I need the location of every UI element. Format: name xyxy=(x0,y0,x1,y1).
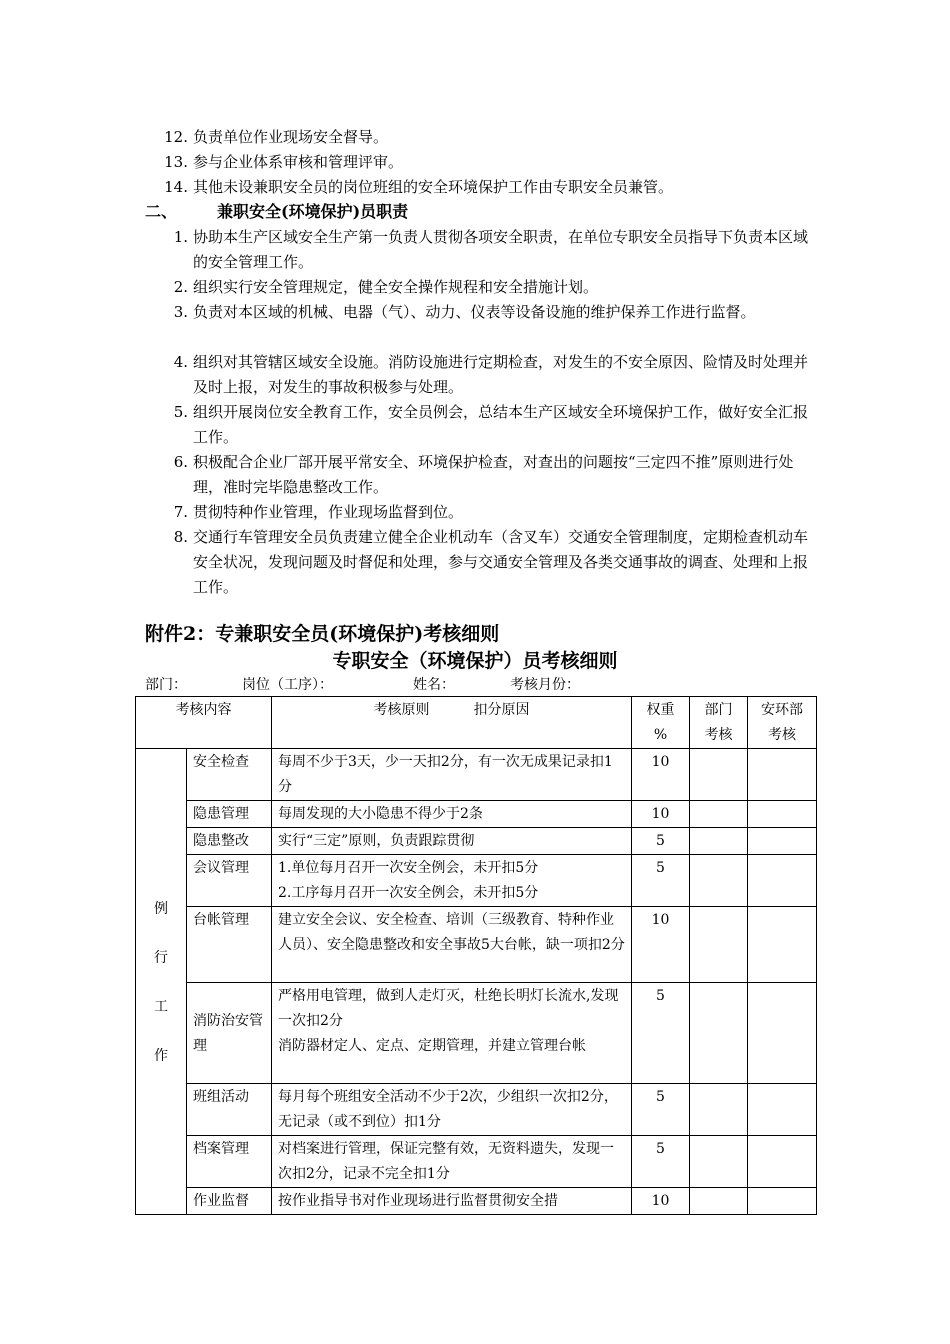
item-rule: 每月每个班组安全活动不少于2次，少组织一次扣2分，无记录（或不到位）扣1分 xyxy=(272,1084,632,1136)
item-rule: 1.单位每月召开一次安全例会，未开扣5分 2.工序每月召开一次安全例会，未开扣5分 xyxy=(272,855,632,907)
section-number: 二、 xyxy=(145,202,178,221)
item-rule: 每周发现的大小隐患不得少于2条 xyxy=(272,801,632,828)
item-rule: 每周不少于3天，少一天扣2分，有一次无成果记录扣1分 xyxy=(272,749,632,801)
header-dept-assess: 部门 考核 xyxy=(690,697,748,749)
dept-score-cell xyxy=(690,749,748,801)
item-name: 消防治安管理 xyxy=(187,983,272,1084)
item-name: 隐患管理 xyxy=(187,801,272,828)
item-weight: 5 xyxy=(632,828,690,855)
table-title: 专职安全（环境保护）员考核细则 xyxy=(332,650,618,672)
dept-score-cell xyxy=(690,983,748,1084)
table-row xyxy=(136,749,817,801)
item-name: 班组活动 xyxy=(187,1084,272,1136)
dept-score-cell xyxy=(690,801,748,828)
header-content: 考核内容 xyxy=(136,697,272,749)
item-weight: 10 xyxy=(632,801,690,828)
routine-work-group: 例 行 工 作 xyxy=(136,749,187,1215)
list-item: 2. 组织实行安全管理规定，健全安全操作规程和安全措施计划。 xyxy=(173,278,599,296)
list-item: 14. 其他未设兼职安全员的岗位班组的安全环境保护工作由专职安全员兼管。 xyxy=(164,178,674,196)
list-item: 3. 负责对本区域的机械、电器（气）、动力、仪表等设备设施的维护保养工作进行监督。 xyxy=(173,303,756,321)
item-rule: 实行“三定”原则，负责跟踪贯彻 xyxy=(272,828,632,855)
list-item: 6. 积极配合企业厂部开展平常安全、环境保护检查，对查出的问题按“三定四不推”原则进行处理，准时完毕隐患整改工作。 xyxy=(173,453,794,496)
list-item: 5. 组织开展岗位安全教育工作，安全员例会，总结本生产区域安全环境保护工作，做好安全汇报工作。 xyxy=(173,403,809,446)
env-score-cell xyxy=(748,1188,817,1215)
item-rule: 按作业指导书对作业现场进行监督贯彻安全措 xyxy=(272,1188,632,1215)
item-weight: 10 xyxy=(632,749,690,801)
list-item: 4. 组织对其管辖区域安全设施。消防设施进行定期检查，对发生的不安全原因、险情及时处理并及时上报，对发生的事故积极参与处理。 xyxy=(173,353,809,396)
item-name: 作业监督 xyxy=(187,1188,272,1215)
section-title: 兼职安全(环境保护)员职责 xyxy=(217,202,409,221)
env-score-cell xyxy=(748,749,817,801)
header-principle: 考核原则 扣分原因 xyxy=(272,697,632,749)
dept-score-cell xyxy=(690,907,748,983)
item-weight: 5 xyxy=(632,983,690,1084)
item-weight: 10 xyxy=(632,907,690,983)
env-score-cell xyxy=(748,855,817,907)
list-item: 13. 参与企业体系审核和管理评审。 xyxy=(164,153,404,171)
meta-month: 考核月份： xyxy=(510,677,580,693)
dept-score-cell xyxy=(690,828,748,855)
item-name: 台帐管理 xyxy=(187,907,272,983)
assessment-table xyxy=(135,696,817,1215)
item-rule: 严格用电管理，做到人走灯灭，杜绝长明灯长流水,发现一次扣2分 消防器材定人、定点、定期管理，并建立管理台帐 xyxy=(272,983,632,1084)
dept-score-cell xyxy=(690,1136,748,1188)
item-weight: 5 xyxy=(632,1136,690,1188)
env-score-cell xyxy=(748,828,817,855)
table-row xyxy=(136,801,817,828)
dept-score-cell xyxy=(690,1084,748,1136)
meta-dept: 部门： xyxy=(145,677,187,693)
table-row xyxy=(136,855,817,907)
item-name: 隐患整改 xyxy=(187,828,272,855)
list-item: 1. 协助本生产区域安全生产第一负责人贯彻各项安全职责，在单位专职安全员指导下负责本区域的安全管理工作。 xyxy=(173,228,809,271)
section-heading xyxy=(145,199,408,225)
item-name: 档案管理 xyxy=(187,1136,272,1188)
list-item: 12. 负责单位作业现场安全督导。 xyxy=(164,128,389,146)
dept-score-cell xyxy=(690,855,748,907)
list-item: 8. 交通行车管理安全员负责建立健全企业机动车（含叉车）交通安全管理制度，定期检查机动车安全状况，发现问题及时督促和处理，参与交通安全管理及各类交通事故的调查、处理和上报工作。 xyxy=(173,528,809,596)
list-item: 7. 贯彻特种作业管理，作业现场监督到位。 xyxy=(173,503,464,521)
table-row xyxy=(136,983,817,1084)
attachment-heading: 附件2：专兼职安全员(环境保护)考核细则 xyxy=(145,623,500,645)
item-weight: 10 xyxy=(632,1188,690,1215)
table-row xyxy=(136,1188,817,1215)
env-score-cell xyxy=(748,1084,817,1136)
item-rule: 建立安全会议、安全检查、培训（三级教育、特种作业人员）、安全隐患整改和安全事故5大台帐，缺一项扣2分 xyxy=(272,907,632,983)
dept-score-cell xyxy=(690,1188,748,1215)
item-name: 安全检查 xyxy=(187,749,272,801)
header-weight: 权重 % xyxy=(632,697,690,749)
table-row xyxy=(136,1084,817,1136)
table-row xyxy=(136,1136,817,1188)
item-rule: 对档案进行管理，保证完整有效，无资料遗失，发现一次扣2分，记录不完全扣1分 xyxy=(272,1136,632,1188)
item-weight: 5 xyxy=(632,1084,690,1136)
item-weight: 5 xyxy=(632,855,690,907)
meta-post: 岗位（工序）： xyxy=(242,677,333,693)
env-score-cell xyxy=(748,983,817,1084)
table-row xyxy=(136,828,817,855)
env-score-cell xyxy=(748,907,817,983)
table-row xyxy=(136,907,817,983)
table-header-row xyxy=(136,697,817,749)
item-name: 会议管理 xyxy=(187,855,272,907)
header-env-assess: 安环部 考核 xyxy=(748,697,817,749)
env-score-cell xyxy=(748,1136,817,1188)
env-score-cell xyxy=(748,801,817,828)
meta-name: 姓名： xyxy=(413,677,455,693)
